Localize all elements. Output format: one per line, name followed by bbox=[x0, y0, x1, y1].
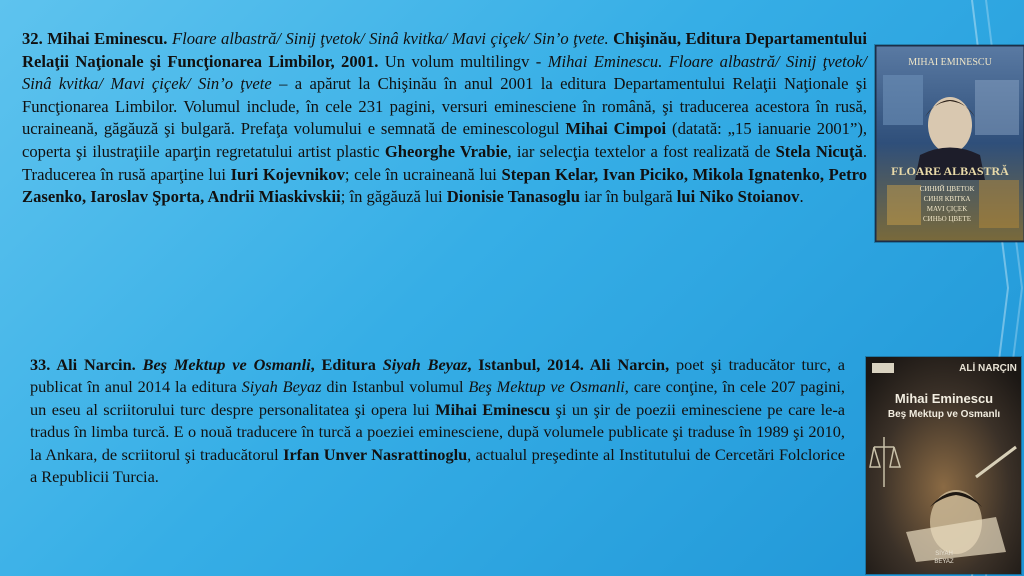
entry-33-text: din Istanbul volumul bbox=[326, 377, 464, 397]
cover-1-subtitle: СИНЯ КВІТКА bbox=[923, 195, 971, 203]
entry-33-name: Irfan Unver Nasrattinoglu bbox=[283, 444, 468, 464]
entry-32-name: Dionisie Tanasoglu bbox=[446, 187, 581, 207]
entry-33-publisher: Siyah Beyaz bbox=[382, 355, 468, 374]
entry-32-name: lui Niko Stoianov bbox=[676, 187, 800, 207]
entry-33 bbox=[30, 354, 845, 488]
cover-1-title: FLOARE ALBASTRĂ bbox=[891, 164, 1009, 178]
entry-33-publisher-repeat: Siyah Beyaz bbox=[241, 377, 322, 397]
entry-32-name: Stepan Kelar, Ivan Piciko, Mikola Ignatenko, Petro Zasenko, Iaroslav Şporta, Andrii Miaskivskii bbox=[22, 164, 868, 207]
entry-33-name: Mihai Eminescu bbox=[435, 399, 551, 419]
entry-33-text: poet şi traducător turc, a publicat în anul 2014 la editura bbox=[30, 355, 845, 397]
entry-33-title-repeat: Beş Mektup ve Osmanli bbox=[468, 377, 625, 397]
book-cover-floare-albastra bbox=[875, 45, 1024, 242]
cover-1-subtitle: MAVI ÇIÇEK bbox=[926, 205, 968, 213]
entry-33-text: şi un şir de poezii eminesciene pe care le-a tradus în limba turcă. E o nouă traducere în turcă a poeziei eminesciene, după volumele publicate şi traduse în 1989 şi 2010, la Ankara, de scriitorul şi traducătorul bbox=[30, 399, 846, 464]
entry-32-text: . bbox=[799, 187, 804, 207]
entry-32-name: Stela Nicuţă bbox=[775, 141, 863, 161]
entry-33-number-author: 33. Ali Narcin. bbox=[30, 355, 136, 374]
entry-33-place-year: , Istanbul, 2014. Ali Narcin, bbox=[467, 355, 670, 374]
entry-32-text: , iar selecţia textelor a fost realizată de bbox=[507, 141, 771, 161]
entry-33-publisher-label: , Editura bbox=[310, 355, 376, 374]
entry-32-text: ; cele în ucraineană lui bbox=[344, 164, 497, 184]
entry-33-text: , care conţine, în cele 207 pagini, un eseu al scriitorului turc despre personalitatea şi opera lui bbox=[30, 377, 845, 419]
entry-32-title: Floare albastră/ Sinij ţvetok/ Sinâ kvitka/ Mavi çiçek/ Sin’o ţvete. bbox=[171, 29, 609, 48]
cover-2-publisher: SİYAH bbox=[935, 551, 953, 557]
entry-32-text: – a apărut la Chişinău în anul 2001 la editura Departamentului Relaţii Naţionale şi Funcţionarea Limbilor. Volumul include, în cele 231 pagini, versuri eminesciene în română, şi traducerea acestora în rusă, ucraineană, găgăuză şi bulgară. Prefaţa volumului e semnată de eminescologul bbox=[22, 74, 867, 139]
book-cover-bes-mektup bbox=[866, 357, 1021, 574]
entry-33-text: , actualul preşedinte al Institutului de Cercetări Folclorice a Republicii Turcia. bbox=[30, 444, 845, 487]
entry-32-publisher: Chişinău, Editura Departamentului Relaţii Naţionale şi Funcţionarea Limbilor, 2001. bbox=[22, 29, 867, 71]
entry-32-number-author: 32. Mihai Eminescu. bbox=[22, 29, 168, 48]
cover-2-subtitle: Beş Mektup ve Osmanlı bbox=[887, 409, 1001, 420]
cover-2-title: Mihai Eminescu bbox=[894, 391, 994, 406]
entry-32-name: Iuri Kojevnikov bbox=[230, 164, 345, 184]
cover-1-subtitle: СИНЬО ЦВЕТЕ bbox=[923, 215, 971, 223]
entry-32-text: ; în găgăuză lui bbox=[340, 187, 443, 207]
entry-32-name: Mihai Cimpoi bbox=[565, 119, 667, 139]
entry-32-text: iar în bulgară bbox=[584, 187, 673, 207]
entry-32-title-repeat: Mihai Eminescu. Floare albastră/ Sinij ţvetok/ Sinâ kvitka/ Mavi çiçek/ Sin’o ţvete bbox=[22, 51, 868, 94]
entry-33-title: Beş Mektup ve Osmanli bbox=[142, 355, 311, 374]
cover-1-author: MIHAI EMINESCU bbox=[908, 57, 992, 68]
cover-2-author: ALİ NARÇIN bbox=[959, 363, 1017, 374]
cover-2-publisher: BEYAZ bbox=[934, 559, 954, 565]
entry-32 bbox=[22, 28, 867, 209]
entry-32-name: Gheorghe Vrabie bbox=[384, 141, 508, 161]
cover-1-subtitle: СИНИЙ ЦВЕТОК bbox=[919, 185, 975, 193]
entry-32-text: . Traducerea în rusă aparţine lui bbox=[22, 141, 868, 184]
entry-32-text: (datată: „15 ianuarie 2001”), coperta şi ilustraţiile aparţin regretatului artist plastic bbox=[22, 119, 868, 161]
entry-32-text: Un volum multilingv - bbox=[384, 51, 542, 71]
